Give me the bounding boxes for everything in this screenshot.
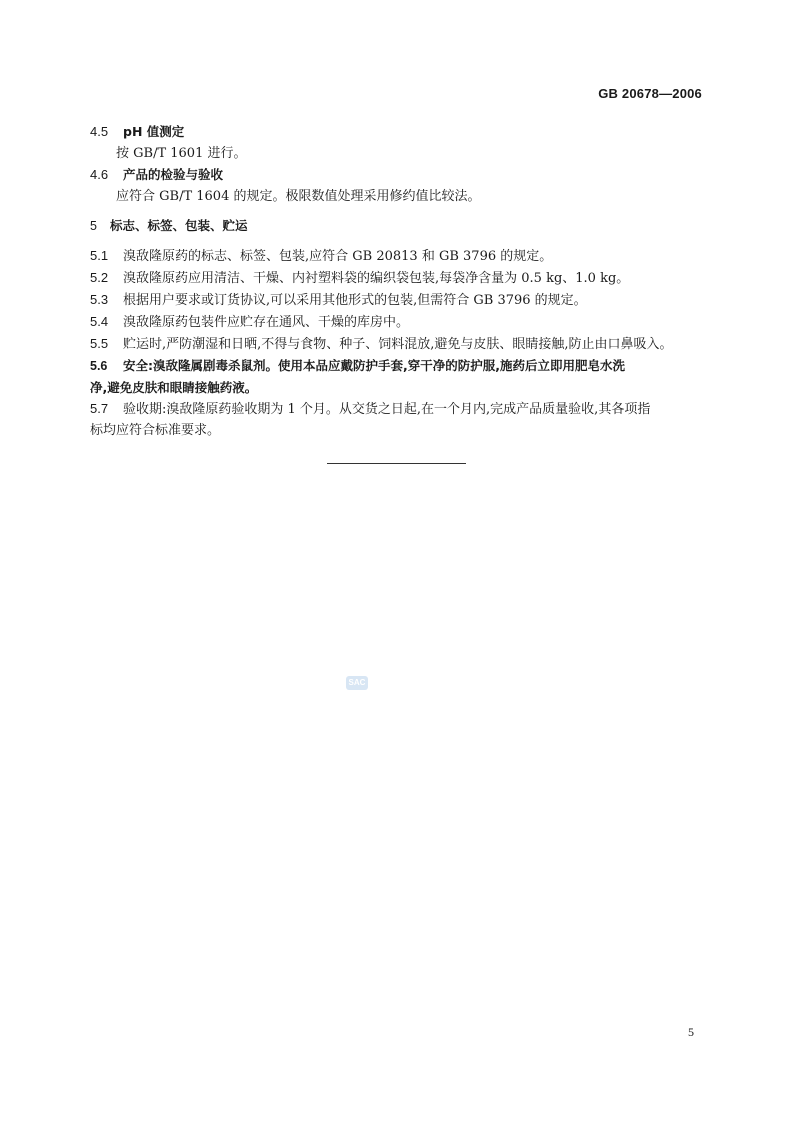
clause-text: 验收期:溴敌隆原药验收期为 1 个月。从交货之日起,在一个月内,完成产品质量验收,其各项指 [123,402,651,417]
clause-text: 溴敌隆原药包装件应贮存在通风、干燥的库房中。 [123,315,410,330]
clause-5-2 [90,267,704,289]
clause-number: 5.7 [90,401,109,416]
clause-5-7 [90,398,704,441]
page-content [90,121,704,441]
standard-code: GB 20678—2006 [598,86,702,101]
clause-5-6-safety [90,355,704,398]
clause-number: 5.1 [90,248,109,263]
clause-4-6-heading [90,164,704,186]
clause-number: 4.6 [90,167,109,182]
clause-title: 产品的检验与验收 [123,167,224,182]
clause-text: 溴敌隆原药应用清洁、干燥、内衬塑料袋的编织袋包装,每袋净含量为 0.5 kg、1.0 kg。 [123,271,630,286]
clause-title: pH 值测定 [123,124,185,139]
section-number: 5 [90,219,97,233]
clause-4-5-body: 按 GB/T 1601 进行。 [116,146,247,161]
clause-text: 贮运时,严防潮湿和日晒,不得与食物、种子、饲料混放,避免与皮肤、眼睛接触,防止由口鼻吸入。 [123,337,673,352]
clause-text-continued: 净,避免皮肤和眼睛接触药液。 [90,380,258,395]
clause-5-1 [90,245,704,267]
sac-watermark-logo: SAC [346,676,368,690]
clause-5-5 [90,333,704,355]
end-of-standard-rule [327,463,466,464]
clause-text: 根据用户要求或订货协议,可以采用其他形式的包装,但需符合 GB 3796 的规定。 [123,293,587,308]
section-title: 标志、标签、包装、贮运 [110,218,248,233]
section-5-heading [90,215,704,237]
clause-text: 安全:溴敌隆属剧毒杀鼠剂。使用本品应戴防护手套,穿干净的防护服,施药后立即用肥皂水洗 [123,358,625,373]
clause-5-3 [90,289,704,311]
clause-number: 5.3 [90,292,109,307]
clause-5-4 [90,311,704,333]
clause-number: 5.4 [90,314,109,329]
clause-4-6-body: 应符合 GB/T 1604 的规定。极限数值处理采用修约值比较法。 [116,189,481,204]
clause-text-continued: 标均应符合标准要求。 [90,423,221,438]
clause-4-5-heading [90,121,704,143]
clause-number: 5.5 [90,336,109,351]
page-number: 5 [688,1025,694,1039]
clause-number: 5.2 [90,270,109,285]
clause-number: 4.5 [90,124,109,139]
clause-text: 溴敌隆原药的标志、标签、包装,应符合 GB 20813 和 GB 3796 的规定。 [123,249,553,264]
clause-number: 5.6 [90,359,108,373]
